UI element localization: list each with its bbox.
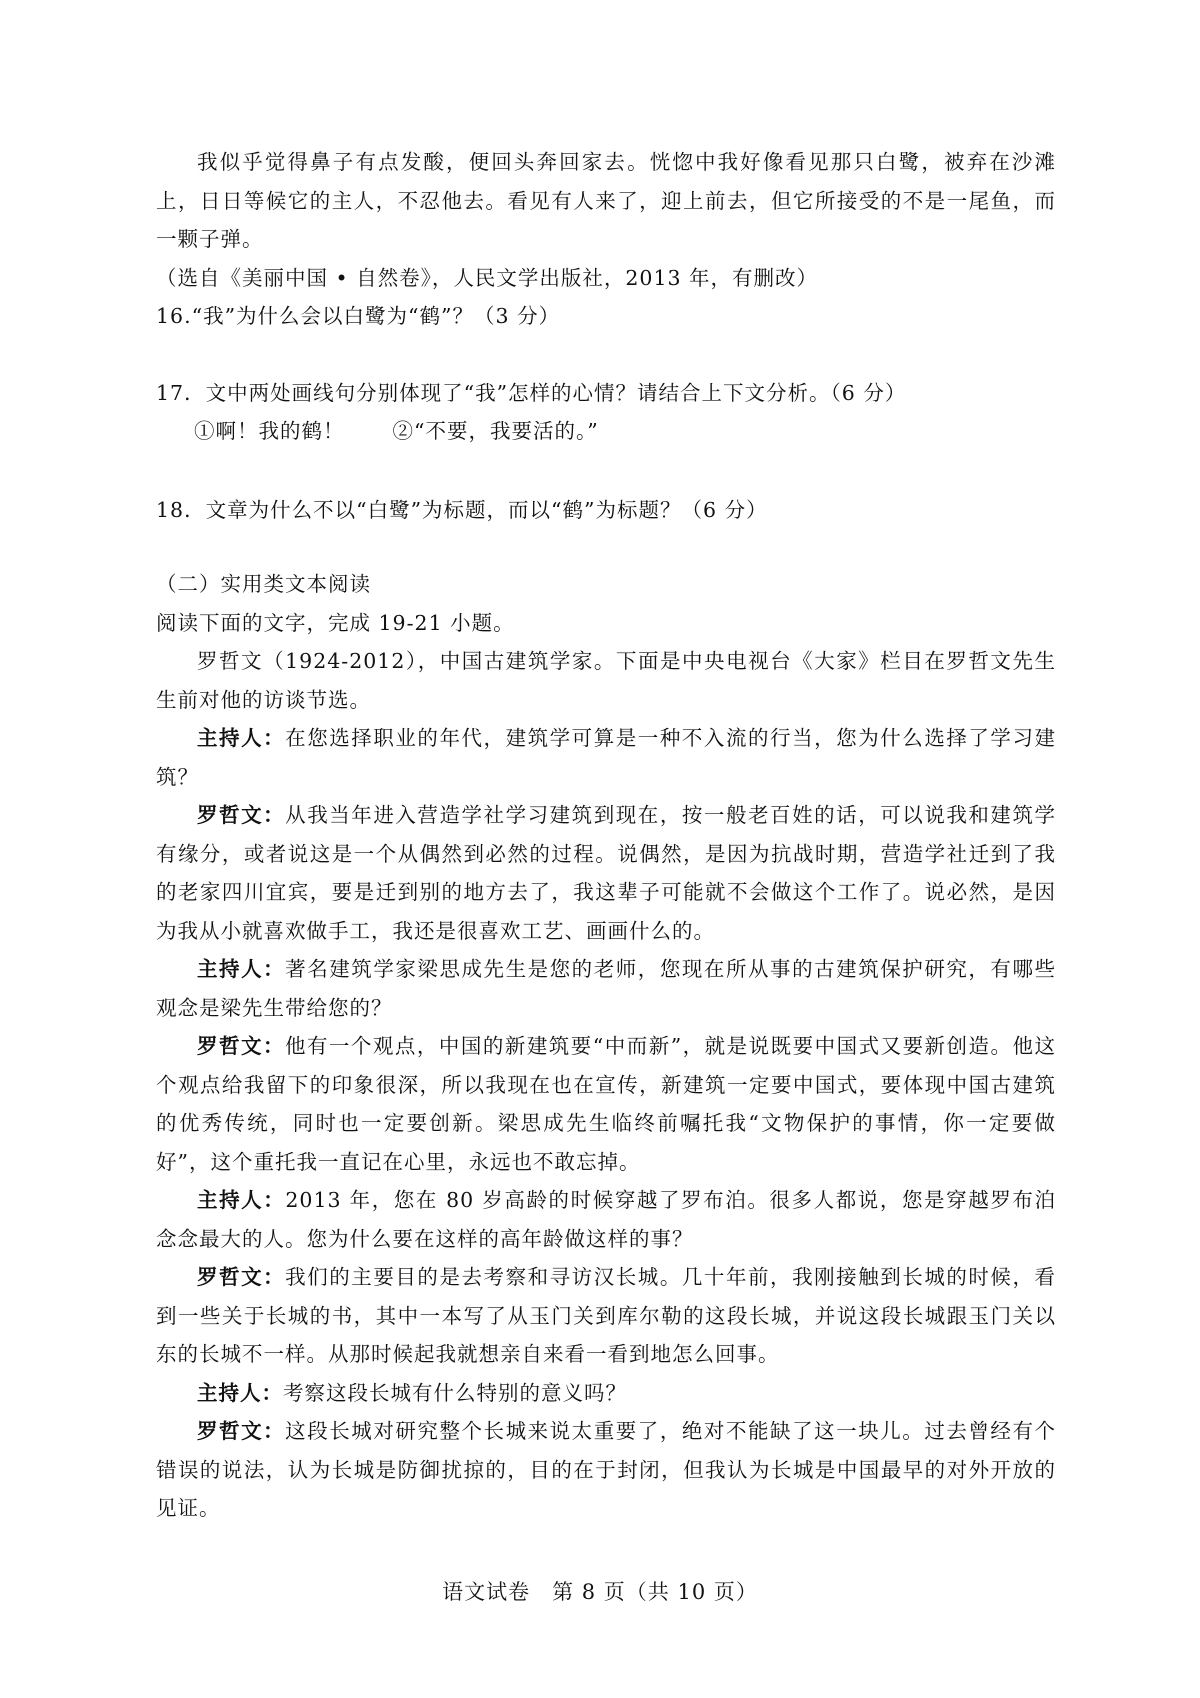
interview-paragraph xyxy=(156,1027,1056,1181)
interview-paragraph xyxy=(156,796,1056,950)
speaker-name: 主持人： xyxy=(197,726,286,750)
speaker-name: 罗哲文： xyxy=(197,1419,286,1443)
page-footer: 语文试卷 第 8 页（共 10 页） xyxy=(442,1580,758,1604)
speaker-text: 他有一个观点，中国的新建筑要“中而新”，就是说既要中国式又要新创造。他这个观点给我留下的印象很深，所以我现在也在宣传，新建筑一定要中国式，要体现中国古建筑的优秀传统，同时也一定要创新。梁思成先生临终前嘱托我“文物保护的事情，你一定要做好”，这个重托我一直记在心里，永远也不敢忘掉。 xyxy=(156,1034,1056,1174)
question-18: 18．文章为什么不以“白鹭”为标题，而以“鹤”为标题？（6 分） xyxy=(156,497,768,522)
interview-paragraph xyxy=(156,1374,1056,1413)
speaker-text: 著名建筑学家梁思成先生是您的老师，您现在所从事的古建筑保护研究，有哪些观念是梁先生带给您的？ xyxy=(156,957,1057,1020)
speaker-text: 从我当年进入营造学社学习建筑到现在，按一般老百姓的话，可以说我和建筑学有缘分，或者说这是一个从偶然到必然的过程。说偶然，是因为抗战时期，营造学社迁到了我的老家四川宜宾，要是迁到别的地方去了，我这辈子可能就不会做这个工作了。说必然，是因为我从小就喜欢做手工，我还是很喜欢工艺、画画什么的。 xyxy=(156,803,1057,943)
speaker-text: 我们的主要目的是去考察和寻访汉长城。几十年前，我刚接触到长城的时候，看到一些关于长城的书，其中一本写了从玉门关到库尔勒的这段长城，并说这段长城跟玉门关以东的长城不一样。从那时候起我就想亲自来看一看到地怎么回事。 xyxy=(156,1265,1057,1366)
page-body xyxy=(156,143,1056,1528)
interview-paragraph xyxy=(156,1258,1056,1374)
section-instruction: 阅读下面的文字，完成 19-21 小题。 xyxy=(156,610,515,635)
speaker-name: 罗哲文： xyxy=(197,1034,285,1058)
story-paragraph: 我似乎觉得鼻子有点发酸，便回头奔回家去。恍惚中我好像看见那只白鹭，被弃在沙滩上，日日等候它的主人，不忍他去。看见有人来了，迎上前去，但它所接受的不是一尾鱼，而一颗子弹。 xyxy=(156,150,1056,251)
speaker-name: 罗哲文： xyxy=(197,1265,286,1289)
question-16: 16.“我”为什么会以白鹭为“鹤”？（3 分） xyxy=(156,304,561,328)
interview-transcript xyxy=(156,719,1056,1528)
speaker-name: 主持人： xyxy=(197,1188,286,1212)
speaker-text: 这段长城对研究整个长城来说太重要了，绝对不能缺了这一块儿。过去曾经有个错误的说法，认为长城是防御扰掠的，目的在于封闭，但我认为长城是中国最早的对外开放的见证。 xyxy=(156,1419,1057,1520)
speaker-name: 罗哲文： xyxy=(197,803,286,827)
interview-paragraph xyxy=(156,1412,1056,1528)
speaker-name: 主持人： xyxy=(197,1380,283,1405)
question-17-options xyxy=(156,412,1056,451)
speaker-text: 2013 年，您在 80 岁高龄的时候穿越了罗布泊。很多人都说，您是穿越罗布泊念念最大的人。您为什么要在这样的高年龄做这样的事？ xyxy=(156,1188,1056,1251)
interview-paragraph xyxy=(156,719,1056,796)
speaker-name: 主持人： xyxy=(197,957,286,981)
speaker-text: 在您选择职业的年代，建筑学可算是一种不入流的行当，您为什么选择了学习建筑？ xyxy=(156,726,1057,789)
question-17-option-1: ①啊！我的鹤！ xyxy=(194,419,345,443)
interview-paragraph xyxy=(156,950,1056,1027)
source-citation: （选自《美丽中国 • 自然卷》，人民文学出版社，2013 年，有删改） xyxy=(156,265,819,290)
section-intro: 罗哲文（1924-2012），中国古建筑学家。下面是中央电视台《大家》栏目在罗哲文先生生前对他的访谈节选。 xyxy=(156,649,1056,712)
question-17: 17．文中两处画线句分别体现了“我”怎样的心情？请结合上下文分析。（6 分） xyxy=(156,380,907,405)
speaker-text: 考察这段长城有什么特别的意义吗？ xyxy=(283,1380,627,1405)
section-heading: （二）实用类文本阅读 xyxy=(156,572,371,596)
question-17-option-2: ②“不要，我要活的。” xyxy=(392,419,599,443)
interview-paragraph xyxy=(156,1181,1056,1258)
